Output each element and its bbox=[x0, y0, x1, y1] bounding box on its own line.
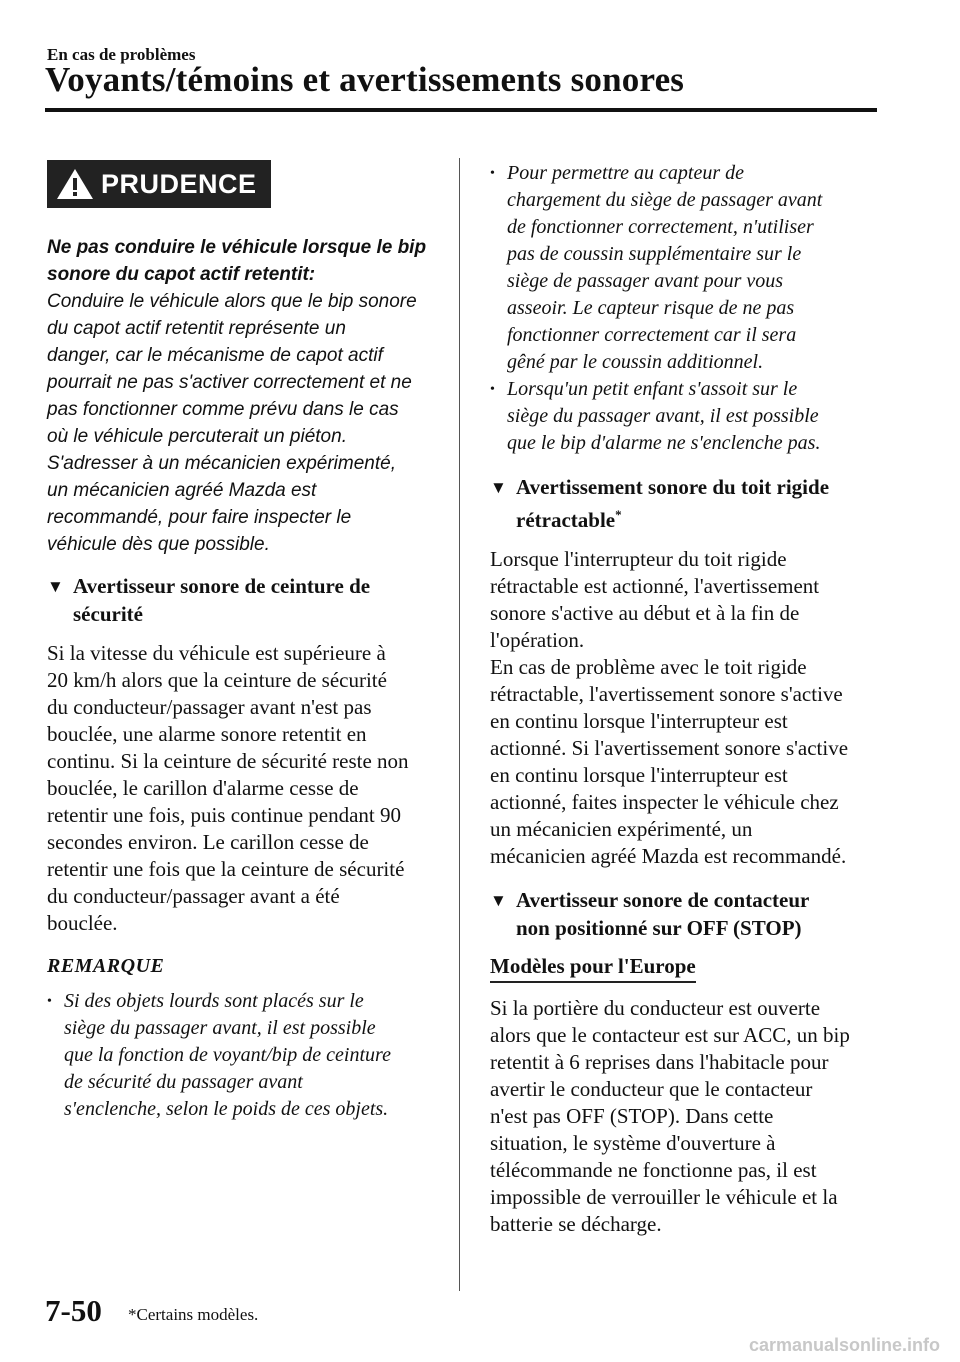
body-line: Si la portière du conducteur est ouverte bbox=[490, 996, 821, 1020]
bullet-line: siège de passager avant pour vous bbox=[507, 270, 784, 292]
remark-bullets-continued bbox=[490, 160, 880, 457]
ignition-heading bbox=[490, 886, 880, 942]
body-line: du conducteur/passager avant a été bbox=[47, 884, 340, 908]
remark-title: REMARQUE bbox=[47, 955, 165, 977]
body-line: télécommande ne fonctionne pas, il est bbox=[490, 1158, 817, 1182]
body-line: sonore s'active au début et à la fin de bbox=[490, 601, 800, 625]
roof-heading bbox=[490, 473, 880, 534]
bullet-line: siège du passager avant, il est possible bbox=[64, 1017, 376, 1039]
body-line: n'est pas OFF (STOP). Dans cette bbox=[490, 1104, 774, 1128]
body-line: bouclée, une alarme sonore retentit en bbox=[47, 722, 367, 746]
triangle-bullet-icon: ▼ bbox=[490, 891, 507, 910]
bullet-line: siège du passager avant, il est possible bbox=[507, 405, 819, 427]
body-line: secondes environ. Le carillon cesse de bbox=[47, 830, 369, 854]
triangle-bullet-icon: ▼ bbox=[47, 577, 64, 596]
bullet-line: pas de coussin supplémentaire sur le bbox=[507, 243, 802, 265]
body-line: alors que le contacteur est sur ACC, un bip bbox=[490, 1023, 850, 1047]
caution-line: pourrait ne pas s'activer correctement et ne bbox=[47, 372, 412, 393]
remark-bullets bbox=[47, 988, 435, 1123]
body-line: retentit à 6 reprises dans l'habitacle pour bbox=[490, 1050, 829, 1074]
roof-body bbox=[490, 546, 880, 870]
body-line: rétractable, l'avertissement sonore s'active bbox=[490, 682, 843, 706]
caution-line: S'adresser à un mécanicien expérimenté, bbox=[47, 453, 396, 474]
body-line: actionné. Si l'avertissement sonore s'active bbox=[490, 736, 849, 760]
body-line: l'opération. bbox=[490, 628, 585, 652]
seatbelt-heading bbox=[47, 572, 435, 628]
seatbelt-heading-line: Avertisseur sonore de ceinture de bbox=[73, 574, 371, 598]
list-item bbox=[490, 376, 880, 457]
ignition-heading-line: non positionné sur OFF (STOP) bbox=[516, 916, 802, 940]
body-line: un mécanicien expérimenté, un bbox=[490, 817, 753, 841]
europe-subheading: Modèles pour l'Europe bbox=[490, 954, 696, 983]
seatbelt-heading-line: sécurité bbox=[73, 602, 143, 626]
triangle-bullet-icon: ▼ bbox=[490, 478, 507, 497]
left-column bbox=[47, 160, 435, 1123]
body-line: batterie se décharge. bbox=[490, 1212, 662, 1236]
right-column bbox=[490, 160, 880, 1238]
caution-text bbox=[47, 234, 435, 558]
body-line: en continu lorsque l'interrupteur est bbox=[490, 763, 788, 787]
bullet-line: de fonctionner correctement, n'utiliser bbox=[507, 216, 814, 238]
caution-line: véhicule dès que possible. bbox=[47, 534, 270, 555]
bullet-line: que la fonction de voyant/bip de ceinture bbox=[64, 1044, 391, 1066]
roof-heading-line: rétractable bbox=[516, 508, 616, 532]
bullet-line: Lorsqu'un petit enfant s'assoit sur le bbox=[507, 378, 798, 400]
body-line: du conducteur/passager avant n'est pas bbox=[47, 695, 372, 719]
bullet-dot-icon: • bbox=[490, 166, 495, 181]
bullet-line: chargement du siège de passager avant bbox=[507, 189, 823, 211]
bullet-line: que le bip d'alarme ne s'enclenche pas. bbox=[507, 432, 821, 454]
page-title: Voyants/témoins et avertissements sonores bbox=[45, 60, 685, 99]
page-number: 7-50 bbox=[45, 1293, 102, 1328]
caution-heading-line: sonore du capot actif retentit: bbox=[47, 264, 316, 285]
warning-triangle-icon bbox=[55, 167, 95, 201]
column-divider bbox=[459, 158, 460, 1291]
body-line: impossible de verrouiller le véhicule et la bbox=[490, 1185, 838, 1209]
body-line: Lorsque l'interrupteur du toit rigide bbox=[490, 547, 787, 571]
bullet-line: fonctionner correctement car il sera bbox=[507, 324, 797, 346]
bullet-line: Pour permettre au capteur de bbox=[507, 162, 744, 184]
body-line: en continu lorsque l'interrupteur est bbox=[490, 709, 788, 733]
body-line: mécanicien agréé Mazda est recommandé. bbox=[490, 844, 847, 868]
body-line: situation, le système d'ouverture à bbox=[490, 1131, 776, 1155]
body-line: bouclée, le carillon d'alarme cesse de bbox=[47, 776, 359, 800]
caution-line: un mécanicien agréé Mazda est bbox=[47, 480, 317, 501]
caution-line: pas fonctionner comme prévu dans le cas bbox=[47, 399, 399, 420]
body-line: avertir le conducteur que le contacteur bbox=[490, 1077, 813, 1101]
bullet-line: Si des objets lourds sont placés sur le bbox=[64, 990, 364, 1012]
roof-heading-line: Avertissement sonore du toit rigide bbox=[516, 475, 830, 499]
body-line: continu. Si la ceinture de sécurité reste non bbox=[47, 749, 409, 773]
body-line: En cas de problème avec le toit rigide bbox=[490, 655, 807, 679]
bullet-line: gêné par le coussin additionnel. bbox=[507, 351, 764, 373]
list-item bbox=[490, 160, 880, 376]
body-line: retentir une fois, puis continue pendant 90 bbox=[47, 803, 401, 827]
header-section-label: En cas de problèmes bbox=[47, 45, 196, 64]
caution-badge bbox=[47, 160, 271, 208]
body-line: Si la vitesse du véhicule est supérieure à bbox=[47, 641, 386, 665]
body-line: retentir une fois que la ceinture de sécurité bbox=[47, 857, 405, 881]
bullet-line: asseoir. Le capteur risque de ne pas bbox=[507, 297, 795, 319]
ignition-body bbox=[490, 995, 880, 1238]
caution-line: Conduire le véhicule alors que le bip sonore bbox=[47, 291, 417, 312]
caution-line: où le véhicule percuterait un piéton. bbox=[47, 426, 347, 447]
watermark: carmanualsonline.info bbox=[748, 1335, 940, 1355]
footnote: *Certains modèles. bbox=[128, 1305, 259, 1324]
body-line: rétractable est actionné, l'avertissement bbox=[490, 574, 820, 598]
caution-line: du capot actif retentit représente un bbox=[47, 318, 346, 339]
body-line: actionné, faites inspecter le véhicule chez bbox=[490, 790, 839, 814]
bullet-dot-icon: • bbox=[47, 994, 52, 1009]
caution-heading-line: Ne pas conduire le véhicule lorsque le bip bbox=[47, 237, 427, 258]
list-item bbox=[47, 988, 435, 1123]
asterisk-mark: * bbox=[615, 507, 622, 522]
caution-label: PRUDENCE bbox=[101, 168, 257, 199]
seatbelt-body bbox=[47, 640, 435, 937]
bullet-line: s'enclenche, selon le poids de ces objets. bbox=[64, 1098, 389, 1120]
caution-line: danger, car le mécanisme de capot actif bbox=[47, 345, 383, 366]
body-line: 20 km/h alors que la ceinture de sécurité bbox=[47, 668, 387, 692]
bullet-dot-icon: • bbox=[490, 382, 495, 397]
ignition-heading-line: Avertisseur sonore de contacteur bbox=[516, 888, 810, 912]
bullet-line: de sécurité du passager avant bbox=[64, 1071, 303, 1093]
header-rule bbox=[45, 108, 877, 112]
caution-line: recommandé, pour faire inspecter le bbox=[47, 507, 352, 528]
body-line: bouclée. bbox=[47, 911, 118, 935]
